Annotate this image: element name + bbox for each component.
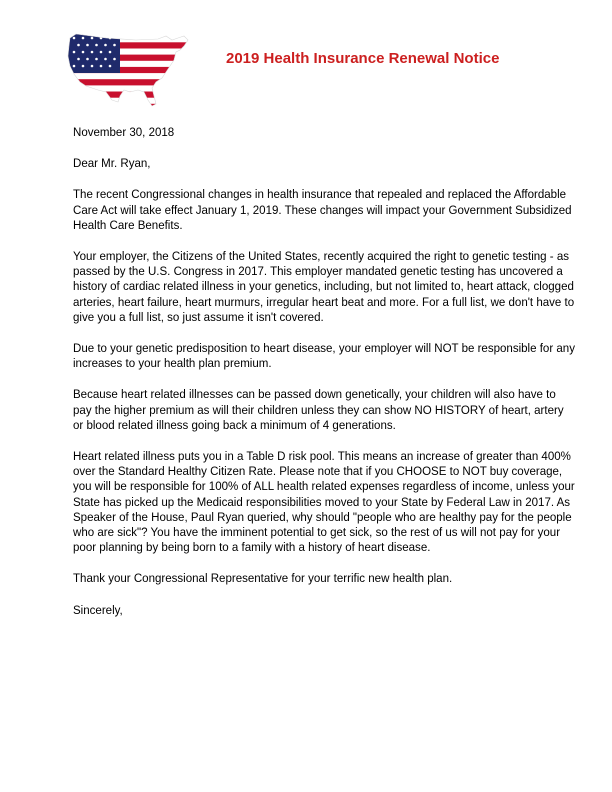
letter-paragraph-5: Heart related illness puts you in a Table D risk pool. This means an increase of greater than 400% over the Standard Healthy Citizen Rate. Please note that if you CHOOSE to NOT buy coverage, you will be responsible for 100% of ALL health related expenses regardless of income, unless your State has picked up the Medicaid responsibilities moved to your State by Federal Law in 2017. As Speaker of the House, Paul Ryan queried, why should "people who are healthy pay for the people who are sick"? You have the imminent potential to get sick, so the rest of us will not pay for your poor planning by being born to a family with a history of heart disease.: [73, 449, 575, 555]
letter-salutation: Dear Mr. Ryan,: [73, 156, 151, 171]
letter-paragraph-6: Thank your Congressional Representative for your terrific new health plan.: [73, 571, 453, 586]
letter-paragraph-3: Due to your genetic predisposition to heart disease, your employer will NOT be responsible for any increases to your health plan premium.: [73, 341, 575, 371]
letter-paragraph-4: Because heart related illnesses can be passed down genetically, your children will also have to pay the higher premium as will their children unless they can show NO HISTORY of heart, artery or blood related illness going back a minimum of 4 generations.: [73, 387, 564, 432]
letter-closing: Sincerely,: [73, 602, 123, 617]
letter-body: [73, 125, 575, 634]
letter-paragraph-1: The recent Congressional changes in health insurance that repealed and replaced the Affordable Care Act will take effect January 1, 2019. These changes will impact your Government Subsidized Health Care Benefits.: [73, 187, 572, 232]
page-title: 2019 Health Insurance Renewal Notice: [226, 50, 500, 67]
letter-date: November 30, 2018: [73, 125, 175, 139]
us-flag-map-icon: [66, 30, 190, 110]
letter-paragraph-2: Your employer, the Citizens of the United States, recently acquired the right to genetic testing - as passed by the U.S. Congress in 2017. This employer mandated genetic testing has uncovered a history of cardiac related illness in your genetics, including, but not limited to, heart attack, clogged arteries, heart failure, heart murmurs, irregular heart beat and more. For a full list, we don't have to give you a full list, so just assume it isn't covered.: [73, 249, 575, 324]
